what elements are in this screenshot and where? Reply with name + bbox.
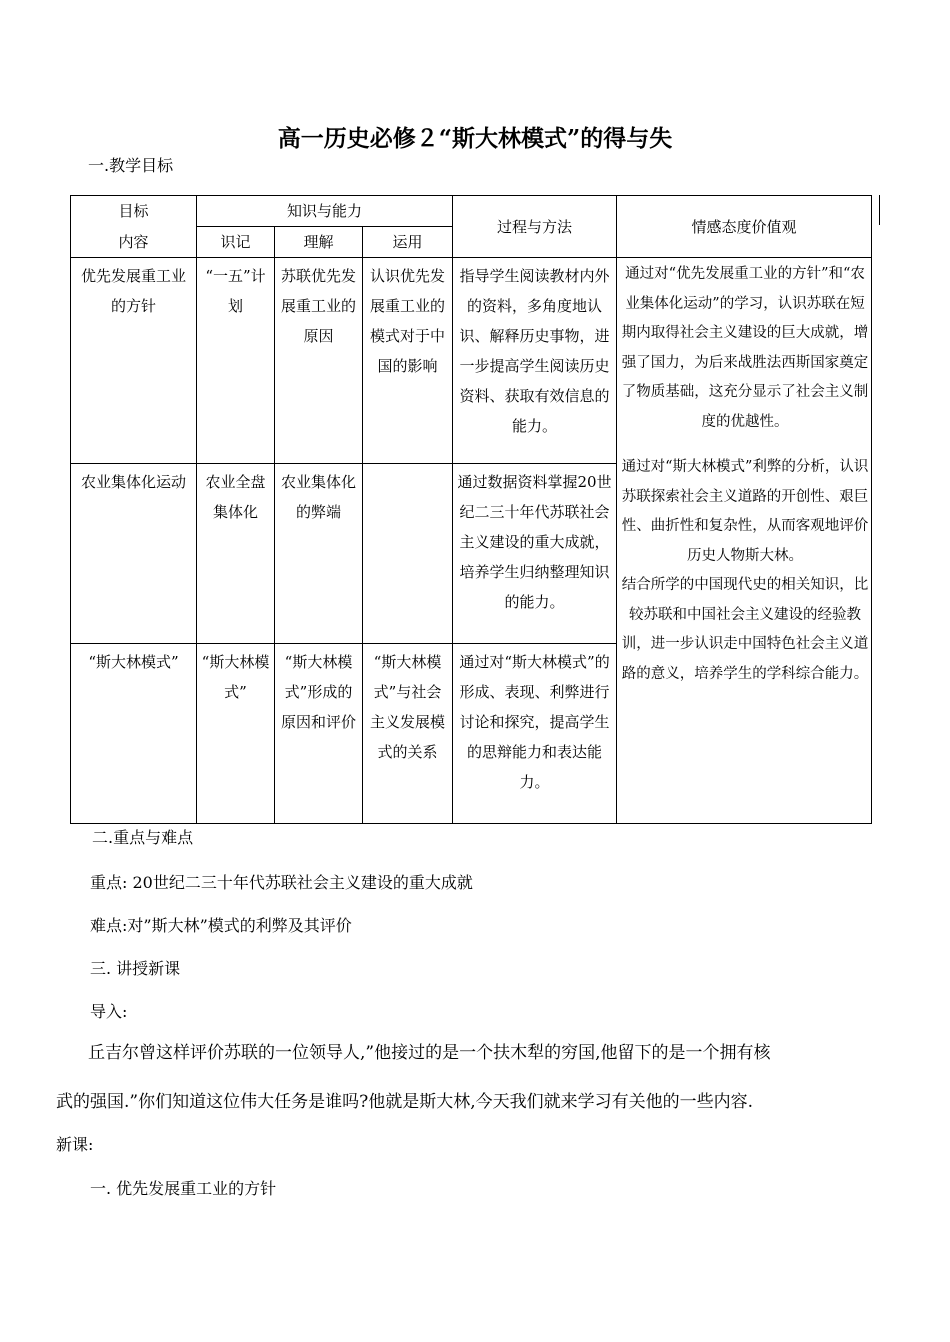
- section-heading-keypoints: 二.重点与难点: [92, 828, 194, 847]
- intro-paragraph-line: 丘吉尔曾这样评价苏联的一位领导人,”他接过的是一个扶木犁的穷国,他留下的是一个拥有核: [88, 1043, 771, 1063]
- header-emotion: 情感态度价值观: [617, 196, 872, 258]
- emotion-cell: [617, 258, 872, 824]
- row-process: 通过对“斯大林模式”的形成、表现、利弊进行讨论和探究，提高学生的思辩能力和表达能力。: [453, 644, 617, 824]
- table-edge-mark: [879, 195, 880, 225]
- new-lesson-label: 新课:: [56, 1135, 94, 1154]
- header-content: 内容: [71, 227, 197, 258]
- row-apply: “斯大林模式”与社会主义发展模式的关系: [363, 644, 453, 824]
- section-heading-lesson: 三. 讲授新课: [90, 959, 181, 978]
- intro-label: 导入:: [90, 1002, 128, 1021]
- header-target: 目标: [71, 196, 197, 227]
- row-understand: “斯大林模式”形成的原因和评价: [275, 644, 363, 824]
- intro-paragraph-line: 武的强国.”你们知道这位伟大任务是谁吗?他就是斯大林,今天我们就来学习有关他的一些内容.: [56, 1092, 754, 1112]
- header-understand: 理解: [275, 227, 363, 258]
- page-title: 高一历史必修２“斯大林模式”的得与失: [277, 125, 673, 152]
- teaching-goals-table: [70, 195, 872, 824]
- header-recall: 识记: [197, 227, 275, 258]
- row-recall: “斯大林模式”: [197, 644, 275, 824]
- row-content: “斯大林模式”: [71, 644, 197, 824]
- difficulty-point: 难点:对”斯大林”模式的利弊及其评价: [90, 916, 352, 935]
- subsection-heading: 一. 优先发展重工业的方针: [90, 1179, 277, 1198]
- row-process: 通过数据资料掌握20世纪二三十年代苏联社会主义建设的重大成就，培养学生归纳整理知识的能力。: [453, 464, 617, 644]
- header-process: 过程与方法: [453, 196, 617, 258]
- row-process: 指导学生阅读教材内外的资料，多角度地认识、解释历史事物，进一步提高学生阅读历史资料、获取有效信息的能力。: [453, 258, 617, 464]
- table-row: [71, 258, 872, 464]
- section-heading-goals: 一.教学目标: [88, 156, 174, 175]
- row-recall: 农业全盘集体化: [197, 464, 275, 644]
- emotion-paragraph: 通过对“斯大林模式”利弊的分析，认识苏联探索社会主义道路的开创性、艰巨性、曲折性和复杂性，从而客观地评价历史人物斯大林。: [621, 459, 869, 564]
- row-understand: 农业集体化的弊端: [275, 464, 363, 644]
- emotion-paragraph: 通过对“优先发展重工业的方针”和“农业集体化运动”的学习，认识苏联在短期内取得社会主义建设的巨大成就，增强了国力，为后来战胜法西斯国家奠定了物质基础，这充分显示了社会主义制度的优越性。: [621, 266, 869, 430]
- row-recall: “一五”计划: [197, 258, 275, 464]
- key-point: 重点: 20世纪二三十年代苏联社会主义建设的重大成就: [90, 873, 473, 892]
- row-apply: 认识优先发展重工业的模式对于中国的影响: [363, 258, 453, 464]
- header-apply: 运用: [363, 227, 453, 258]
- row-apply: [363, 464, 453, 644]
- header-knowledge: 知识与能力: [197, 196, 453, 227]
- emotion-paragraph: 结合所学的中国现代史的相关知识，比较苏联和中国社会主义建设的经验教训，进一步认识走中国特色社会主义道路的意义，培养学生的学科综合能力。: [621, 577, 869, 682]
- row-content: 农业集体化运动: [71, 464, 197, 644]
- row-content: 优先发展重工业的方针: [71, 258, 197, 464]
- row-understand: 苏联优先发展重工业的原因: [275, 258, 363, 464]
